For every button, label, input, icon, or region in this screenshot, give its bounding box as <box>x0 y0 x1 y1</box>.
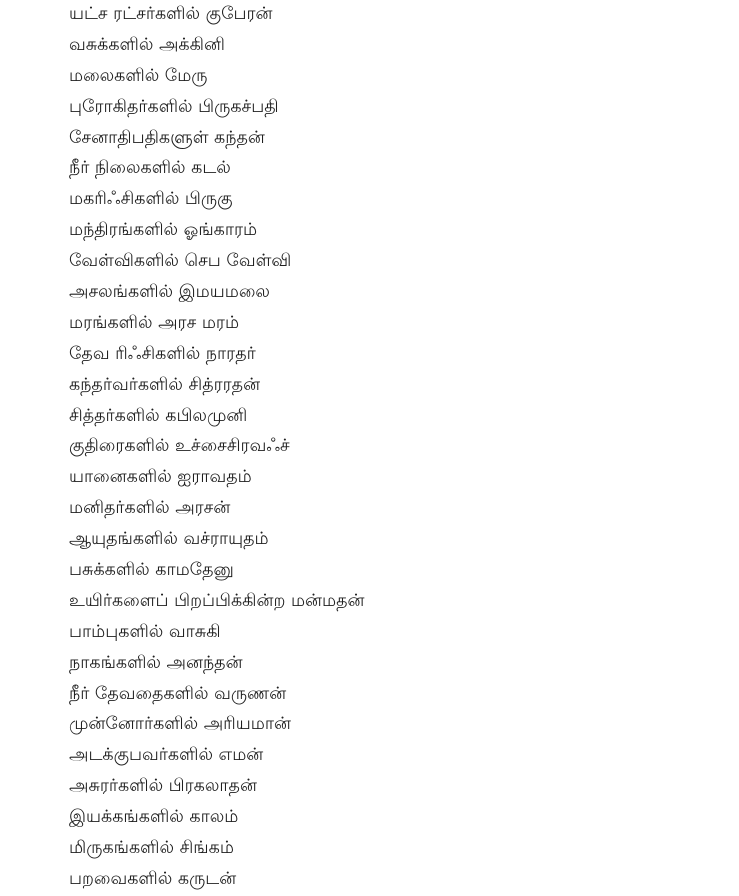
verse-line: மரங்களில் அரச மரம் <box>69 312 240 333</box>
verse-line: பாம்புகளில் வாசுகி <box>69 621 221 642</box>
verse-line: ஆயுதங்களில் வச்ராயுதம் <box>69 529 269 550</box>
verse-line: அசலங்களில் இமயமலை <box>69 282 270 303</box>
verse-line: பசுக்களில் காமதேனு <box>69 560 234 581</box>
verse-line: மந்திரங்களில் ஓங்காரம் <box>69 220 258 241</box>
verse-list <box>69 0 364 895</box>
verse-line: தேவ ரிஃசிகளில் நாரதர் <box>69 343 256 364</box>
verse-line: மனிதர்களில் அரசன் <box>69 498 231 519</box>
verse-line: புரோகிதர்களில் பிருகச்பதி <box>69 96 279 117</box>
verse-line: உயிர்களைப் பிறப்பிக்கின்ற மன்மதன் <box>69 590 365 611</box>
verse-line: அசுரர்களில் பிரகலாதன் <box>69 776 257 797</box>
verse-line: இயக்கங்களில் காலம் <box>69 807 239 828</box>
verse-line: பறவைகளில் கருடன் <box>69 868 237 889</box>
verse-line: நாகங்களில் அனந்தன் <box>69 652 243 673</box>
verse-line: மலைகளில் மேரு <box>69 65 208 86</box>
verse-line: மிருகங்களில் சிங்கம் <box>69 838 234 859</box>
verse-line: யட்ச ரட்சர்களில் குபேரன் <box>69 4 273 24</box>
verse-line: குதிரைகளில் உச்சைசிரவஃச் <box>69 436 290 457</box>
verse-line: முன்னோர்களில் அரியமான் <box>69 714 291 735</box>
verse-line: வசுக்களில் அக்கினி <box>69 34 225 55</box>
verse-line: யானைகளில் ஐராவதம் <box>69 467 252 488</box>
verse-line: மகரிஃசிகளில் பிருகு <box>69 189 233 210</box>
verse-line: வேள்விகளில் செப வேள்வி <box>69 251 292 272</box>
verse-line: அடக்குபவர்களில் எமன் <box>69 745 264 766</box>
verse-line: நீர் நிலைகளில் கடல் <box>69 158 231 179</box>
verse-line: கந்தர்வர்களில் சித்ரரதன் <box>69 374 261 395</box>
verse-line: நீர் தேவதைகளில் வருணன் <box>69 683 287 704</box>
verse-line: சேனாதிபதிகளுள் கந்தன் <box>69 127 265 148</box>
verse-line: சித்தர்களில் கபிலமுனி <box>69 405 248 426</box>
